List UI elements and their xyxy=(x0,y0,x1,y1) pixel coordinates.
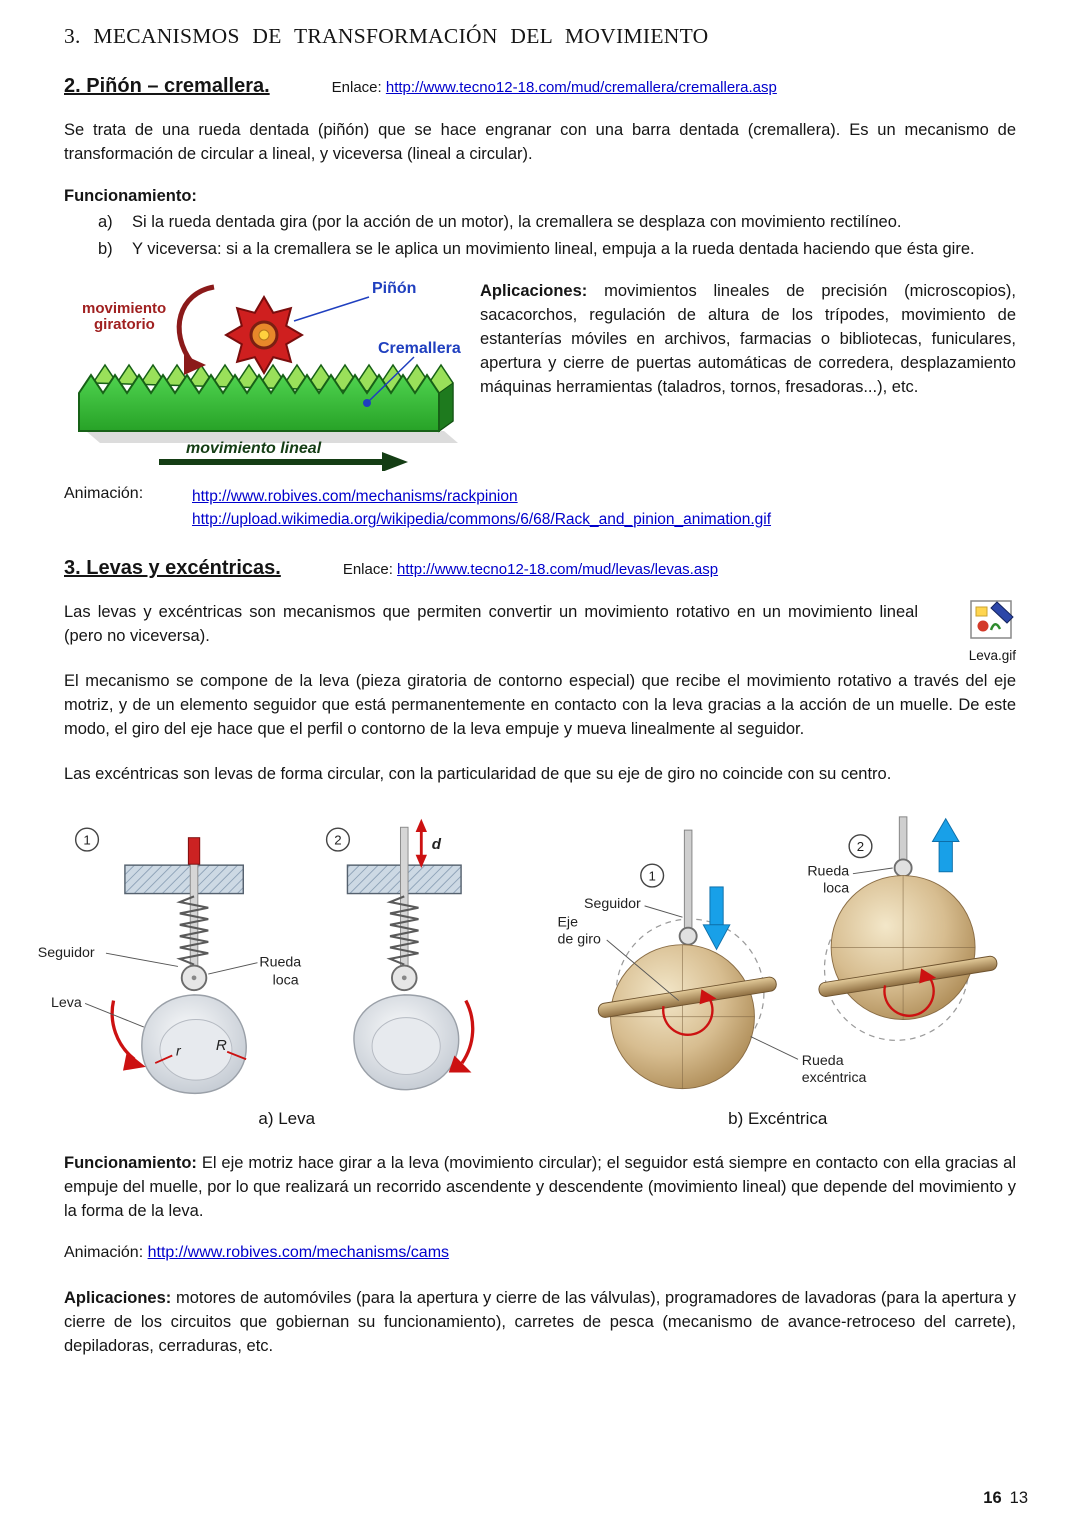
follower-rod xyxy=(685,830,693,928)
section3-animacion xyxy=(64,1244,1016,1262)
rod-red-tip xyxy=(188,838,199,865)
aplicaciones-label: Aplicaciones: xyxy=(64,1289,172,1307)
section3-enlace xyxy=(343,561,718,578)
section2-animacion-row xyxy=(64,485,1016,531)
stroke-distance-arrow xyxy=(416,819,427,868)
eccentric-figure xyxy=(548,807,1016,1107)
section2-intro: Se trata de una rueda dentada (piñón) que se hace engranar con una barra dentada (cremallera). Es un mecanismo de transformación de circular a lineal, y viceversa (lineal a circular). xyxy=(64,121,1016,163)
section2-enlace xyxy=(332,79,777,96)
cam-label: Leva xyxy=(51,995,82,1012)
animacion-link-2[interactable]: http://upload.wikimedia.org/wikipedia/commons/6/68/Rack_and_pinion_animation.gif xyxy=(192,511,772,528)
up-arrow xyxy=(933,819,960,872)
axis-label-line2: de giro xyxy=(557,931,602,948)
cam-rotation-arrow xyxy=(112,1001,146,1071)
section3-enlace-link[interactable]: http://www.tecno12-18.com/mud/levas/levas.asp xyxy=(397,561,719,578)
cam-caption: a) Leva xyxy=(258,1109,316,1128)
pinion-pointer-line xyxy=(294,297,369,321)
aplicaciones-label: Aplicaciones: xyxy=(480,282,588,300)
section2-list xyxy=(98,210,1016,261)
funcionamiento-label: Funcionamiento: xyxy=(64,1154,197,1172)
cam-number-1: 1 xyxy=(83,832,91,848)
cam-diagram-2 xyxy=(327,819,473,1090)
linear-motion-label: movimiento lineal xyxy=(186,440,322,457)
list-text: Y viceversa: si a la cremallera se le aplica un movimiento lineal, empuja a la rueda dentada haciendo que ésta gire. xyxy=(132,240,975,258)
figure-captions-row xyxy=(34,1109,1016,1129)
rack-pointer-dot xyxy=(363,399,371,407)
eccentric-label-line1: Rueda xyxy=(801,1052,844,1069)
list-item xyxy=(98,237,1016,261)
idler-label-line2: loca xyxy=(272,972,299,989)
list-text: Si la rueda dentada gira (por la acción de un motor), la cremallera se desplaza con movimiento rectilíneo. xyxy=(132,213,902,231)
leva-gif-caption: Leva.gif xyxy=(968,648,1016,663)
section3-eccentric-para: Las excéntricas son levas de forma circular, con la particularidad de que su eje de giro no coincide con su centro. xyxy=(64,765,892,783)
section3-heading-row xyxy=(64,557,1016,580)
leva-gif-icon[interactable] xyxy=(970,600,1016,642)
animacion-links xyxy=(192,485,771,531)
animacion-label: Animación: xyxy=(64,1244,144,1261)
idler-wheel xyxy=(680,928,697,945)
list-marker: b) xyxy=(98,240,113,258)
eccentric-diagram-1 xyxy=(558,830,778,1089)
eccentric-caption: b) Excéntrica xyxy=(728,1109,828,1128)
down-arrow xyxy=(704,887,731,949)
rotary-motion-label-2: giratorio xyxy=(94,316,155,333)
animacion-cams-link[interactable]: http://www.robives.com/mechanisms/cams xyxy=(147,1244,450,1261)
animacion-label: Animación: xyxy=(64,485,144,502)
page-number: 13 xyxy=(1009,1489,1028,1507)
fixed-frame xyxy=(125,865,243,893)
page-title: 3. MECANISMOS DE TRANSFORMACIÓN DEL MOVIMIENTO xyxy=(64,24,709,48)
cam-eccentric-figures-row xyxy=(34,807,1016,1107)
idler-wheel xyxy=(895,859,912,876)
small-radius-label: r xyxy=(176,1043,181,1060)
leva-gif-box xyxy=(932,600,1016,663)
follower-label: Seguidor xyxy=(37,945,95,961)
section3-heading: 3. Levas y excéntricas. xyxy=(64,557,281,579)
page-number-bold: 16 xyxy=(983,1489,1002,1507)
section2-enlace-link[interactable]: http://www.tecno12-18.com/mud/cremallera/cremallera.asp xyxy=(385,79,777,96)
rack-label: Cremallera xyxy=(378,340,461,357)
eccentric-number-1: 1 xyxy=(648,868,657,884)
big-radius-label: R xyxy=(215,1036,227,1054)
enlace-label: Enlace: xyxy=(342,561,393,578)
follower-label: Seguidor xyxy=(584,895,641,912)
section2-funcionamiento-label: Funcionamiento: xyxy=(64,187,197,205)
pinion-label: Piñón xyxy=(372,280,417,297)
distance-label: d xyxy=(431,836,441,854)
rotation-arrow xyxy=(179,287,214,375)
rack-pinion-figure xyxy=(64,273,464,471)
eccentric-label-line2: excéntrica xyxy=(801,1069,867,1086)
animacion-link-1[interactable]: http://www.robives.com/mechanisms/rackpinion xyxy=(192,488,518,505)
section2-heading-row xyxy=(64,75,1016,98)
eccentric-number-2: 2 xyxy=(857,838,865,854)
enlace-label: Enlace: xyxy=(331,79,382,96)
cam-number-2: 2 xyxy=(334,832,342,848)
list-item xyxy=(98,210,1016,234)
rack-bar xyxy=(79,375,439,431)
funcionamiento-text: El eje motriz hace girar a la leva (movimiento circular); el seguidor está siempre en contacto con ella gracias al empuje del muelle, por lo que realizará un recorrido ascendente y descendente (movimiento lineal) que depende del movimiento y la forma de la leva. xyxy=(64,1154,1016,1220)
axis-label-line1: Eje xyxy=(557,914,579,931)
pinion-gear xyxy=(226,297,302,373)
section2-heading: 2. Piñón – cremallera. xyxy=(64,75,270,97)
list-marker: a) xyxy=(98,213,113,231)
section3-funcionamiento xyxy=(64,1151,1016,1223)
aplicaciones-text: movimientos lineales de precisión (microscopios), sacacorchos, regulación de altura de los trípodes, movimiento de estanterías móviles en archivos, farmacias o bibliotecas, funiculares, apertura y cierre de puertas automáticas de corredera, desplazamiento máquinas herramientas (taladros, tornos, fresadoras...), etc. xyxy=(480,282,1016,396)
follower-rod xyxy=(900,817,908,864)
aplicaciones-text: motores de automóviles (para la apertura y cierre de las válvulas), programadores de lavadoras (para la apertura y cierre de los circuitos que gobiernan su funcionamiento), carretes de pesca (mecanismo de avance-retroceso del carrete), depiladoras, cerraduras, etc. xyxy=(64,1289,1017,1355)
rack-pinion-figure-row xyxy=(64,273,1016,471)
page-number-footer xyxy=(983,1489,1028,1508)
section2-aplicaciones xyxy=(480,273,1016,471)
idler-label-line2: loca xyxy=(823,880,850,897)
idler-label-line1: Rueda xyxy=(259,954,302,971)
section3-aplicaciones xyxy=(64,1286,1016,1358)
section3-mechanism-para: El mecanismo se compone de la leva (pieza giratoria de contorno especial) que recibe el movimiento rotativo a través del eje motriz, y de un elemento seguidor que está permanentemente en contacto con la leva gracias a la acción de un muelle. De este modo, el giro del eje hace que el perfil o contorno de la leva empuje y mueva linealmente al seguidor. xyxy=(64,672,1016,738)
idler-label-line1: Rueda xyxy=(807,863,850,880)
cam-figure xyxy=(34,807,530,1107)
section3-intro: Las levas y excéntricas son mecanismos que permiten convertir un movimiento rotativo en un movimiento lineal (pero no viceversa). xyxy=(64,603,918,645)
eccentric-diagram-2 xyxy=(808,817,999,1040)
cam-diagram-1 xyxy=(38,828,302,1093)
rotary-motion-label-1: movimiento xyxy=(82,300,167,317)
